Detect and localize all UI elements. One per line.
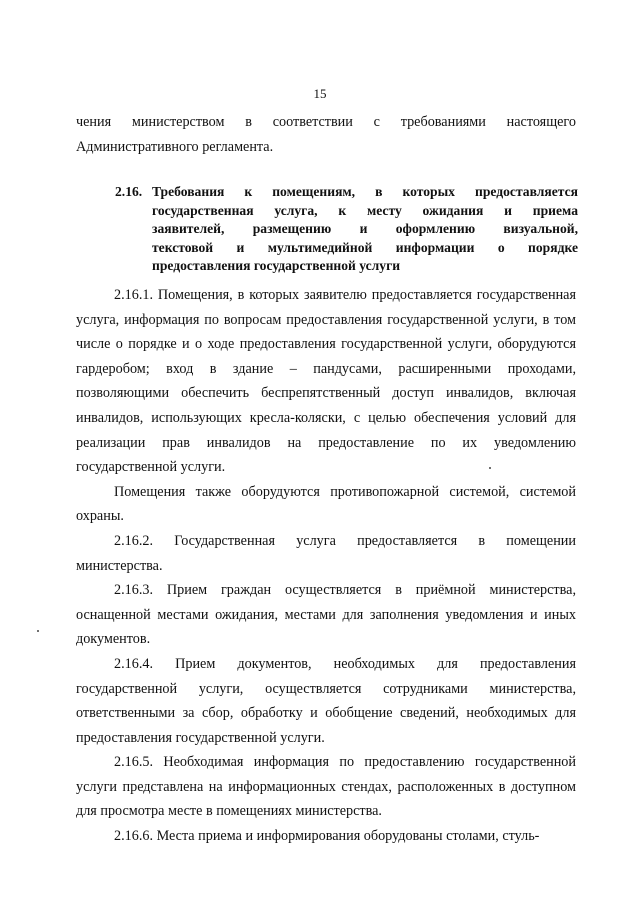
section-heading bbox=[115, 183, 578, 276]
continuation-paragraph: чения министерством в соответствии с требованиями настоящего Административного регламента. bbox=[76, 114, 576, 155]
scan-speck bbox=[37, 630, 39, 632]
scan-speck bbox=[489, 467, 491, 469]
paragraph-2-16-6: 2.16.6. Места приема и информирования оборудованы столами, стуль- bbox=[114, 828, 540, 845]
section-number: 2.16. bbox=[115, 184, 143, 199]
section-heading-line-5: предоставления государственной услуги bbox=[152, 258, 401, 274]
paragraph-2-16-5: 2.16.5. Необходимая информация по предоставлению государственной услуги представлена на информационных стендах, расположенных в доступном для просмотра месте в помещениях министерства. bbox=[76, 754, 576, 820]
paragraph-2-16-4: 2.16.4. Прием документов, необходимых для предоставления государственной услуги, осуществляется сотрудниками министерства, ответственными за сбор, обработку и обобщение сведений, необходимых для предоставления государственной услуги. bbox=[76, 655, 576, 746]
page-number: 15 bbox=[313, 86, 327, 101]
paragraph-2-16-2: 2.16.2. Государственная услуга предоставляется в помещении министерства. bbox=[76, 532, 576, 574]
paragraph-premises-equipment: Помещения также оборудуются противопожарной системой, системой охраны. bbox=[76, 483, 576, 525]
paragraph-2-16-3: 2.16.3. Прием граждан осуществляется в приёмной министерства, оснащенной местами ожидания, местами для заполнения уведомления и иных документов. bbox=[76, 582, 576, 648]
body-text bbox=[76, 283, 576, 849]
section-heading-line-1: 2.16. Требования к помещениям, в которых предоставляется bbox=[115, 183, 578, 202]
section-heading-line-2: государственная услуга, к месту ожидания и приема bbox=[152, 202, 578, 218]
section-heading-line-3: заявителей, размещению и оформлению визуальной, bbox=[152, 221, 578, 237]
paragraph-2-16-1: 2.16.1. Помещения, в которых заявителю предоставляется государственная услуга, информация по вопросам предоставления государственной услуги, в том числе о порядке и о ходе предоставления государственной услуги, оборудуются гардеробом; вход в здание – пандусами, расширенными проходами, позволяющими обеспечить беспрепятственный доступ инвалидов, включая инвалидов, использующих кресла-коляски, с целью обеспечения условий для реализации прав инвалидов на предоставление по их уведомлению государственной услуги. bbox=[76, 287, 576, 476]
section-heading-line-4: текстовой и мультимедийной информации о порядке bbox=[152, 239, 578, 255]
